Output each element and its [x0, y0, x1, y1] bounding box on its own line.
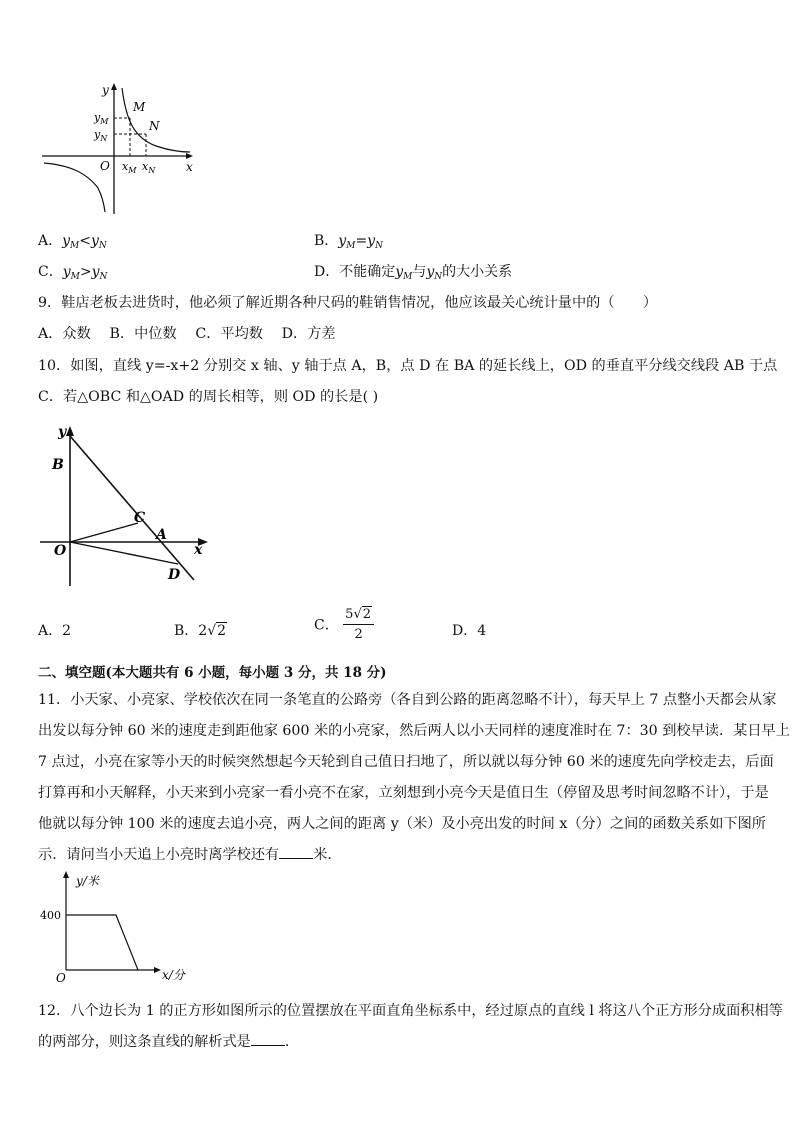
connector: 与: [412, 264, 427, 280]
q9-options[interactable]: A．众数 B．中位数 C．平均数 D．方差: [38, 326, 336, 342]
fig8-xn-label: $x_N$: [142, 160, 156, 175]
answer-blank[interactable]: [251, 1033, 285, 1046]
fig10-c-label: C: [134, 510, 146, 526]
y-var: y: [338, 233, 347, 249]
y-var: y: [91, 233, 99, 249]
fig10-b-label: B: [52, 457, 64, 473]
fig10-y-label: y: [58, 424, 67, 440]
fraction: [343, 608, 374, 641]
sub: M: [70, 241, 80, 251]
tail: 的大小关系: [442, 264, 513, 280]
option-label: C．: [38, 264, 63, 280]
line-bd: [70, 436, 194, 580]
q11-line3: 7 点过，小亮在家等小天的时候突然想起今天轮到自己值日扫地了，所以就以每分钟 60 米的速度先向学校走去，后面: [38, 754, 774, 770]
text: 米．: [313, 847, 342, 863]
fig10-a-label: A: [156, 527, 167, 543]
fig8-yn-label: $y_N$: [94, 128, 108, 143]
y-var: y: [62, 233, 71, 249]
q9-question: 9．鞋店老板去进货时，他必须了解近期各种尺码的鞋销售情况，他应该最关心统计量中的（ ）: [38, 295, 658, 311]
q12-line1: 12．八个边长为 1 的正方形如图所示的位置摆放在平面直角坐标系中，经过原点的直线 l 将这八个正方形分成面积相等: [38, 1003, 783, 1019]
y-axis-arrow-icon: [63, 871, 69, 878]
fig8-origin: O: [100, 159, 110, 173]
fig10-origin: O: [54, 543, 67, 559]
q11-line6: [38, 844, 342, 864]
numerator: 5: [345, 607, 354, 622]
x-axis-arrow-icon: [154, 967, 161, 973]
q11-line5: 他就以每分钟 100 米的速度去追小亮，两人之间的距离 y（米）及小亮出发的时间 x（分）之间的函数关系如下图所: [38, 816, 766, 832]
q8-hyperbola-figure: [38, 80, 208, 220]
sub: N: [98, 241, 107, 251]
sub: N: [375, 241, 383, 251]
q10-figure: [36, 422, 216, 587]
sub: M: [403, 272, 413, 282]
op: =: [355, 233, 368, 249]
y-var: y: [62, 264, 71, 280]
fig8-x-label: x: [186, 160, 193, 174]
option-label: B．: [314, 233, 339, 249]
q10-option-b[interactable]: [174, 620, 227, 640]
fig8-m-label: M: [133, 100, 146, 114]
sub: N: [434, 272, 443, 282]
option-label: B．2: [174, 623, 208, 639]
q8-option-d[interactable]: [314, 261, 512, 282]
sqrt-icon: √: [207, 623, 217, 639]
fig10-x-label: x: [194, 542, 203, 558]
q10-option-a[interactable]: A．2: [38, 623, 72, 639]
text: 的两部分，则这条直线的解析式是: [38, 1034, 251, 1050]
q10-option-c[interactable]: [314, 608, 374, 641]
q8-option-c[interactable]: [38, 261, 107, 282]
q10-option-d[interactable]: D．4: [452, 623, 487, 639]
q10-question-line1: 10．如图，直线 y=-x+2 分别交 x 轴、y 轴于点 A，B，点 D 在 BA 的延长线上，OD 的垂直平分线交线段 AB 于点: [38, 358, 778, 374]
sub: M: [346, 241, 356, 251]
option-label: C．: [314, 617, 339, 634]
sub: N: [99, 272, 108, 282]
x-axis-arrow-icon: [186, 153, 193, 159]
y-axis-arrow-icon: [66, 426, 74, 436]
q11-graph: [36, 868, 206, 986]
y-var: y: [91, 264, 100, 280]
text: 示．请问当小天追上小亮时离学校还有: [38, 847, 280, 863]
op: <: [79, 233, 91, 249]
fig11-y-label: y/米: [76, 874, 99, 888]
radicand: 2: [217, 623, 227, 639]
hyperbola-branch-3: [44, 163, 105, 212]
q11-line1: 11．小天家、小亮家、学校依次在同一条笔直的公路旁（各自到公路的距离忽略不计），每天早上 7 点整小天都会从家: [38, 692, 777, 708]
fig11-400-label: 400: [40, 909, 61, 922]
op: >: [79, 264, 92, 280]
radicand: 2: [362, 607, 372, 622]
fig11-x-label: x/分: [162, 968, 185, 982]
y-var: y: [395, 264, 404, 280]
q8-option-a[interactable]: [38, 230, 107, 251]
text: .: [284, 1034, 290, 1050]
q8-option-b[interactable]: [314, 230, 383, 251]
denominator: 2: [354, 627, 363, 642]
fig11-origin: O: [56, 971, 66, 985]
function-graph: [66, 915, 138, 970]
option-label: A．: [38, 233, 63, 249]
q12-line2: [38, 1031, 289, 1051]
q11-line2: 出发以每分钟 60 米的速度走到距他家 600 米的小亮家，然后两人以小天同样的速度准时在 7：30 到校早读．某日早上: [38, 723, 790, 739]
sqrt-icon: √: [353, 607, 362, 622]
fig10-d-label: D: [168, 567, 181, 583]
section-title: 二、填空题(本大题共有 6 小题，每小题 3 分，共 18 分): [38, 665, 387, 681]
fig8-xm-label: $x_M$: [122, 160, 137, 175]
y-var: y: [367, 233, 376, 249]
fig8-n-label: N: [149, 119, 160, 133]
answer-blank[interactable]: [279, 846, 313, 859]
sub: M: [70, 272, 80, 282]
fig8-ym-label: $y_M$: [94, 111, 109, 126]
fig8-y-label: y: [102, 83, 109, 97]
option-label: D．不能确定: [314, 264, 396, 280]
q11-line4: 打算再和小天解释，小天来到小亮家一看小亮不在家，立刻想到小亮今天是值日生（停留及思考时间忽略不计），于是: [38, 785, 769, 801]
q10-question-line2: C．若△OBC 和△OAD 的周长相等，则 OD 的长是( ): [38, 389, 379, 405]
y-axis-arrow-icon: [111, 83, 117, 90]
y-var: y: [426, 264, 435, 280]
segment-oc: [70, 523, 138, 542]
segment-od: [70, 542, 178, 564]
